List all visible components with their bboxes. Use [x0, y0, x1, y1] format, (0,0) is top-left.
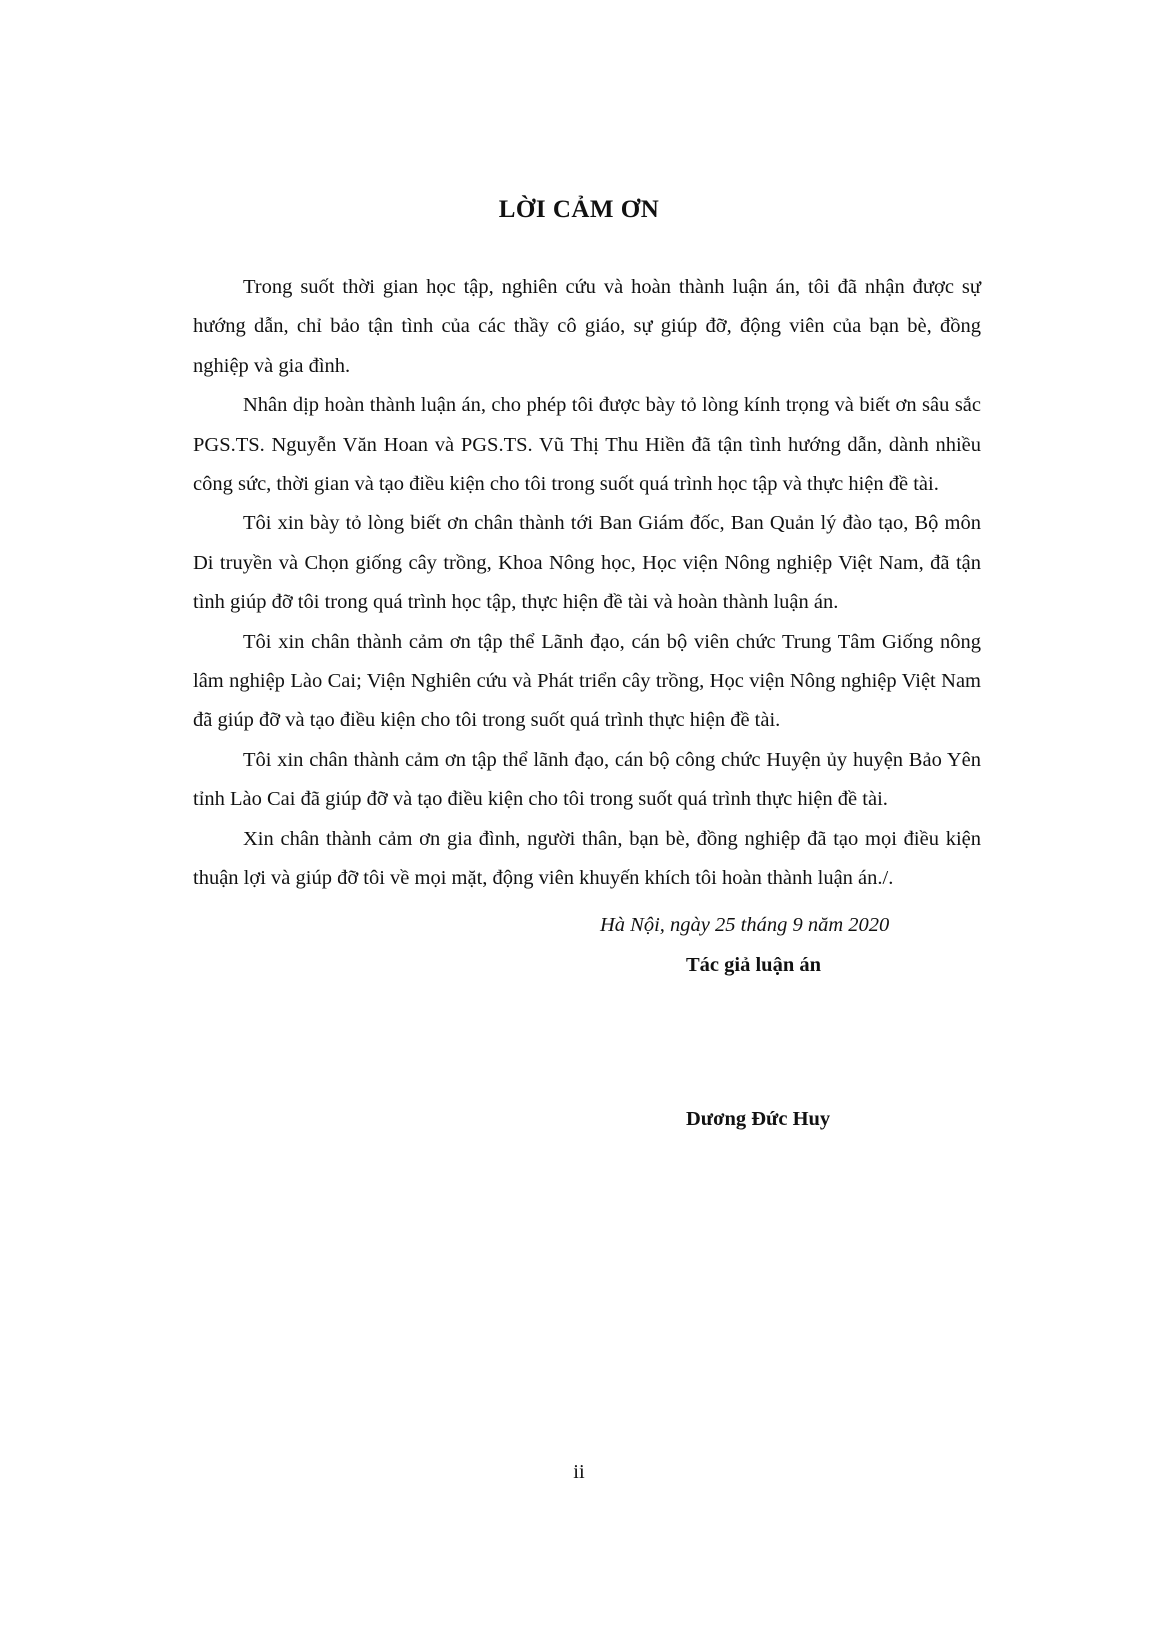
page-title: LỜI CẢM ƠN — [498, 196, 660, 223]
acknowledgement-body — [193, 268, 981, 899]
paragraph: Tôi xin chân thành cảm ơn tập thể Lãnh đạo, cán bộ viên chức Trung Tâm Giống nông lâm nghiệp Lào Cai; Viện Nghiên cứu và Phát triển cây trồng, Học viện Nông nghiệp Việt Nam đã giúp đỡ và tạo điều kiện cho tôi trong suốt quá trình thực hiện đề tài. — [193, 630, 981, 732]
date-line: Hà Nội, ngày 25 tháng 9 năm 2020 — [600, 914, 890, 936]
paragraph: Xin chân thành cảm ơn gia đình, người thân, bạn bè, đồng nghiệp đã tạo mọi điều kiện thuận lợi và giúp đỡ tôi về mọi mặt, động viên khuyến khích tôi hoàn thành luận án./. — [193, 827, 981, 890]
author-name: Dương Đức Huy — [686, 1108, 831, 1130]
paragraph: Trong suốt thời gian học tập, nghiên cứu và hoàn thành luận án, tôi đã nhận được sự hướng dẫn, chỉ bảo tận tình của các thầy cô giáo, sự giúp đỡ, động viên của bạn bè, đồng nghiệp và gia đình. — [193, 276, 981, 377]
paragraph: Nhân dịp hoàn thành luận án, cho phép tôi được bày tỏ lòng kính trọng và biết ơn sâu sắc PGS.TS. Nguyễn Văn Hoan và PGS.TS. Vũ Thị Thu Hiền đã tận tình hướng dẫn, dành nhiều công sức, thời gian và tạo điều kiện cho tôi trong suốt quá trình học tập và thực hiện đề tài. — [193, 394, 981, 496]
author-label: Tác giả luận án — [686, 954, 821, 976]
paragraph: Tôi xin chân thành cảm ơn tập thể lãnh đạo, cán bộ công chức Huyện ủy huyện Bảo Yên tỉnh Lào Cai đã giúp đỡ và tạo điều kiện cho tôi trong suốt quá trình thực hiện đề tài. — [193, 748, 981, 811]
page-number: ii — [573, 1461, 585, 1483]
paragraph: Tôi xin bày tỏ lòng biết ơn chân thành tới Ban Giám đốc, Ban Quản lý đào tạo, Bộ môn Di truyền và Chọn giống cây trồng, Khoa Nông học, Học viện Nông nghiệp Việt Nam, đã tận tình giúp đỡ tôi trong quá trình học tập, thực hiện đề tài và hoàn thành luận án. — [193, 512, 981, 614]
